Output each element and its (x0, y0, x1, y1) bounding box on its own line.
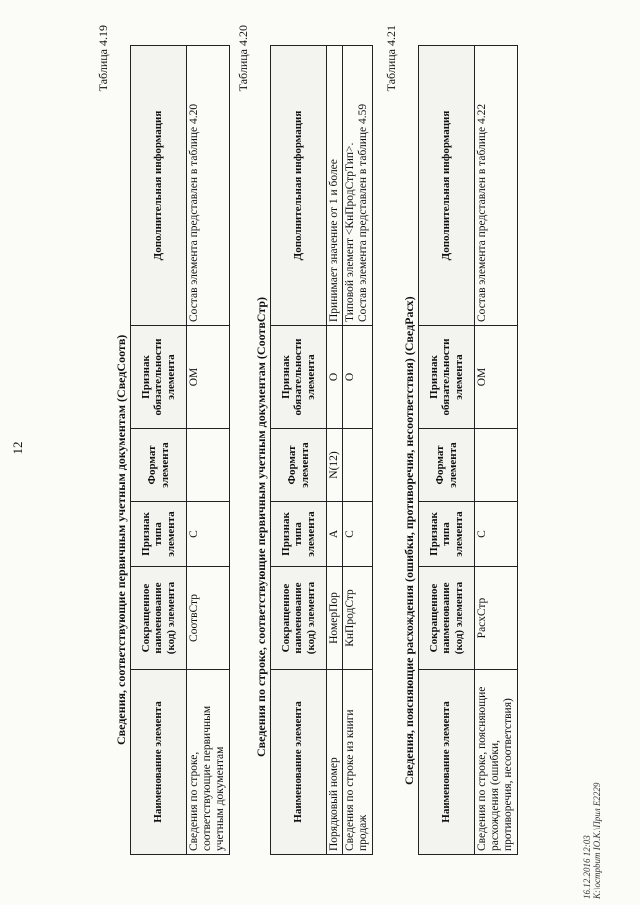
table-4-19 (130, 45, 230, 855)
col-header-required: Признак обязательности элемента (271, 326, 327, 429)
page-number: 12 (10, 441, 25, 455)
table-4-20-caption: Таблица 4.20 (236, 25, 250, 92)
cell-name: Сведения по строке, поясняющие расхождения (ошибки, противоречия, несоответствия) (475, 670, 518, 855)
col-header-extra: Дополнительная информация (271, 46, 327, 326)
cell-required: О (327, 326, 343, 429)
col-header-name: Наименование элемента (271, 670, 327, 855)
file-stamp (582, 783, 603, 899)
cell-short: СоотвСтр (187, 567, 230, 670)
cell-extra-line1: Типовой элемент <КнПродСтрТип>. (344, 142, 357, 322)
cell-extra-line2: Состав элемента представлен в таблице 4.59 (357, 103, 370, 322)
table-row (187, 46, 230, 855)
table-4-21 (418, 45, 518, 855)
table-4-20 (270, 45, 373, 855)
cell-short: РасхСтр (475, 567, 518, 670)
cell-required: ОМ (475, 326, 518, 429)
table-row (475, 46, 518, 855)
cell-required: О (343, 326, 372, 429)
col-header-format: Формат элемента (419, 429, 475, 502)
col-header-format: Формат элемента (271, 429, 327, 502)
col-header-type: Признак типа элемента (271, 502, 327, 567)
file-stamp-path: K:\ocmpbum IO.K.\Прил E2229 (592, 782, 603, 899)
cell-name: Сведения по строке, соответствующие первичным учетным документам (187, 670, 230, 855)
table-row (343, 46, 372, 855)
col-header-name: Наименование элемента (419, 670, 475, 855)
cell-format (343, 429, 372, 502)
cell-required: ОМ (187, 326, 230, 429)
cell-type: С (475, 502, 518, 567)
table-4-19-title: Сведения, соответствующие первичным учетным документам (СведСоотв) (114, 334, 128, 745)
cell-format (187, 429, 230, 502)
col-header-type: Признак типа элемента (131, 502, 187, 567)
col-header-short: Сокращенное наименование (код) элемента (419, 567, 475, 670)
file-stamp-date: 16.12.2016 12:03 (582, 835, 592, 899)
table-4-21-title: Сведения, поясняющие расхождения (ошибки, противоречия, несоответствия) (СведРасх) (402, 296, 416, 785)
cell-extra: Состав элемента представлен в таблице 4.22 (475, 46, 518, 326)
cell-extra: Принимает значение от 1 и более (327, 46, 343, 326)
cell-name: Порядковый номер (327, 670, 343, 855)
col-header-extra: Дополнительная информация (419, 46, 475, 326)
col-header-short: Сокращенное наименование (код) элемента (271, 567, 327, 670)
table-4-21-caption: Таблица 4.21 (384, 25, 398, 92)
cell-type: С (343, 502, 372, 567)
cell-format: N(12) (327, 429, 343, 502)
col-header-required: Признак обязательности элемента (131, 326, 187, 429)
cell-type: С (187, 502, 230, 567)
cell-extra (343, 46, 372, 326)
col-header-extra: Дополнительная информация (131, 46, 187, 326)
cell-format (475, 429, 518, 502)
table-4-19-caption: Таблица 4.19 (96, 25, 110, 92)
col-header-format: Формат элемента (131, 429, 187, 502)
col-header-short: Сокращенное наименование (код) элемента (131, 567, 187, 670)
cell-short: НомерПор (327, 567, 343, 670)
col-header-type: Признак типа элемента (419, 502, 475, 567)
cell-extra: Состав элемента представлен в таблице 4.20 (187, 46, 230, 326)
col-header-required: Признак обязательности элемента (419, 326, 475, 429)
cell-short: КнПродСтр (343, 567, 372, 670)
cell-name: Сведения по строке из книги продаж (343, 670, 372, 855)
cell-type: А (327, 502, 343, 567)
col-header-name: Наименование элемента (131, 670, 187, 855)
table-4-20-title: Сведения по строке, соответствующие первичным учетным документам (СоотвСтр) (254, 296, 268, 757)
table-row (327, 46, 343, 855)
